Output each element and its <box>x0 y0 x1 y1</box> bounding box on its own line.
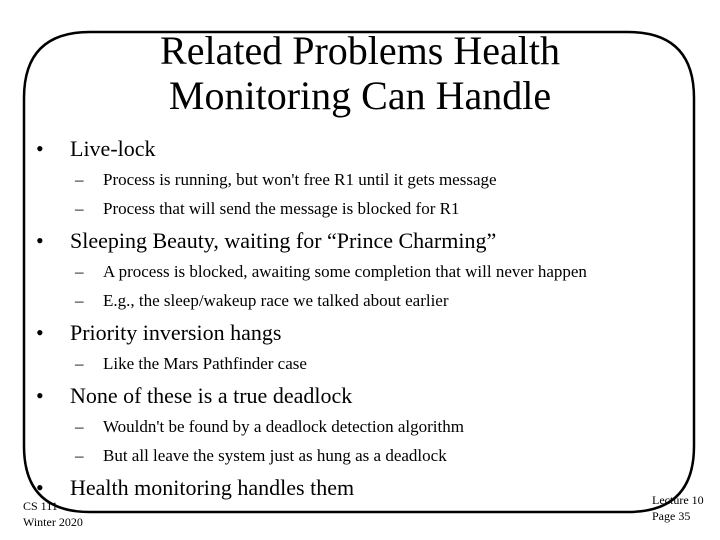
bullet-text: Health monitoring handles them <box>70 475 355 500</box>
title-line-2: Monitoring Can Handle <box>168 73 552 118</box>
dash-marker: – <box>75 354 84 373</box>
page-label: Page 35 <box>652 509 691 523</box>
bullet-text: Live-lock <box>70 136 156 161</box>
sub-bullet-text: Like the Mars Pathfinder case <box>103 354 307 373</box>
bullet-item <box>36 136 156 162</box>
sub-bullet-item <box>75 354 307 374</box>
sub-bullet-text: E.g., the sleep/wakeup race we talked about earlier <box>103 291 449 310</box>
title-line-1: Related Problems Health <box>160 28 560 73</box>
sub-bullet-text: But all leave the system just as hung as a deadlock <box>103 446 447 465</box>
bullet-text: Priority inversion hangs <box>70 320 282 345</box>
sub-bullet-item <box>75 262 587 282</box>
sub-bullet-item <box>75 199 459 219</box>
bullet-item <box>36 475 354 501</box>
bullet-marker: • <box>36 320 44 345</box>
sub-bullet-text: A process is blocked, awaiting some completion that will never happen <box>103 262 587 281</box>
sub-bullet-item <box>75 170 497 190</box>
dash-marker: – <box>75 446 84 465</box>
bullet-marker: • <box>36 136 44 161</box>
dash-marker: – <box>75 291 84 310</box>
bullet-text: Sleeping Beauty, waiting for “Prince Charming” <box>70 228 497 253</box>
term-label: Winter 2020 <box>23 515 83 529</box>
bullet-item <box>36 383 352 409</box>
sub-bullet-text: Wouldn't be found by a deadlock detection algorithm <box>103 417 464 436</box>
bullet-item <box>36 320 281 346</box>
sub-bullet-item <box>75 291 449 311</box>
bullet-marker: • <box>36 475 44 500</box>
dash-marker: – <box>75 417 84 436</box>
bullet-marker: • <box>36 383 44 408</box>
sub-bullet-text: Process that will send the message is blocked for R1 <box>103 199 460 218</box>
lecture-label: Lecture 10 <box>652 493 704 507</box>
sub-bullet-item <box>75 446 447 466</box>
dash-marker: – <box>75 199 84 218</box>
footer-course-info <box>23 498 83 530</box>
bullet-item <box>36 228 496 254</box>
dash-marker: – <box>75 262 84 281</box>
sub-bullet-text: Process is running, but won't free R1 until it gets message <box>103 170 497 189</box>
bullet-marker: • <box>36 228 44 253</box>
sub-bullet-item <box>75 417 464 437</box>
dash-marker: – <box>75 170 84 189</box>
footer-lecture-info <box>652 492 704 524</box>
course-label: CS 111 <box>23 499 58 513</box>
bullet-text: None of these is a true deadlock <box>70 383 353 408</box>
